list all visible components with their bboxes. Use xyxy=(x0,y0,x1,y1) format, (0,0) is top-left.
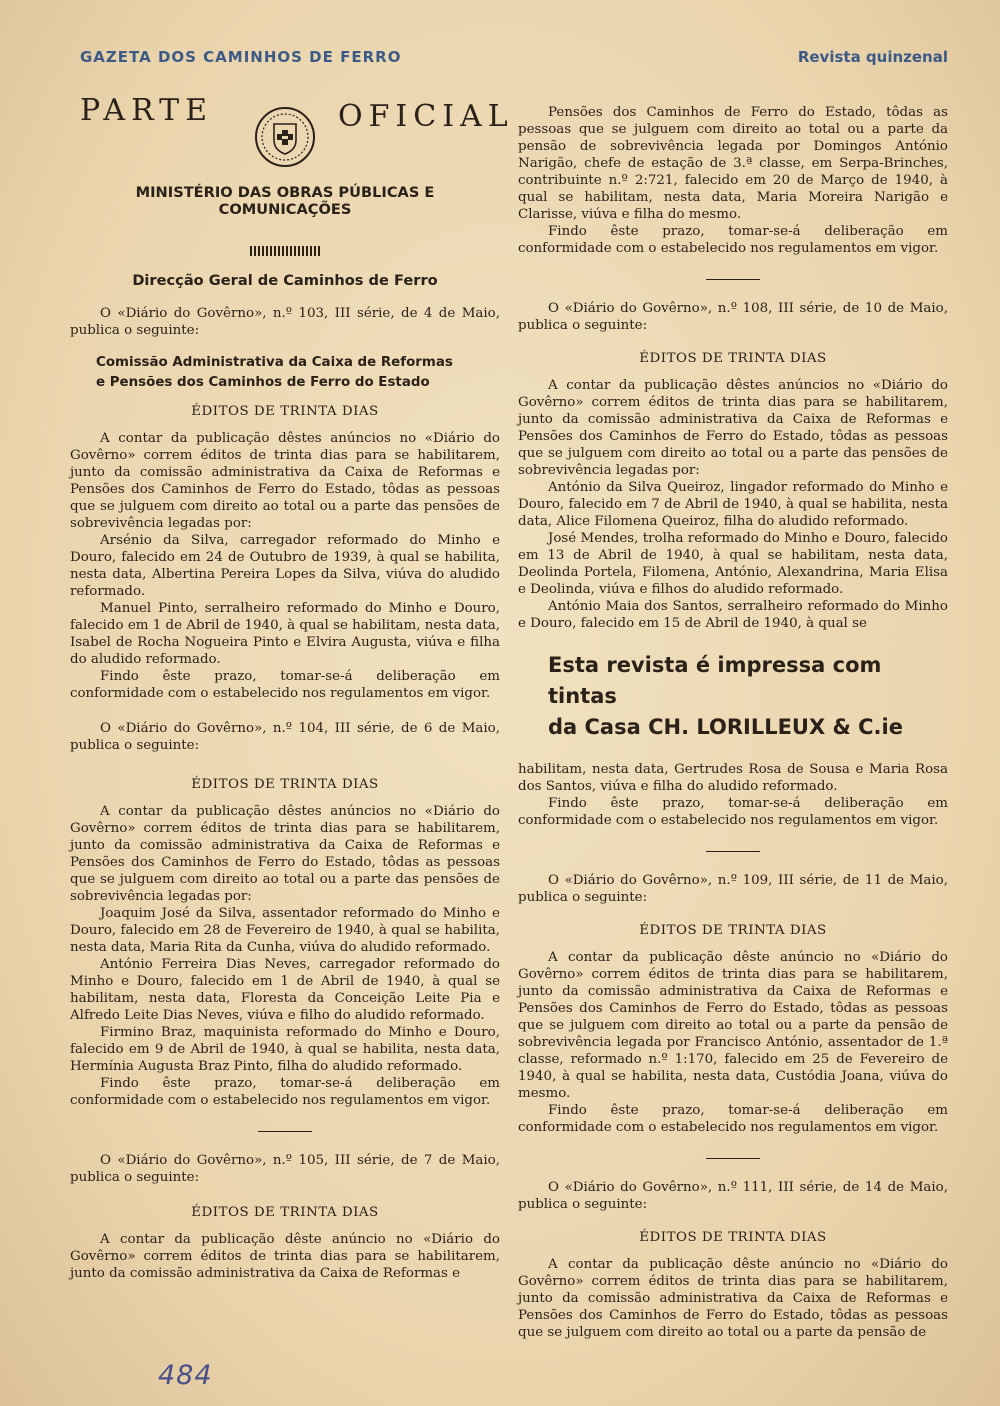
notice-paragraph: A contar da publicação dêste anúncio no «Diário do Govêrno» correm éditos de trinta dias para se habilitarem, junto da comissão administrativa da Caixa de Reformas e xyxy=(70,1232,500,1281)
notice-paragraph: A contar da publicação dêstes anúncios no «Diário do Govêrno» correm éditos de trinta dias para se habilitarem, junto da comissão administrativa da Caixa de Reformas e Pensões dos Caminhos de Ferro do Estado, tôdas as pessoas que se julguem com direito ao total ou a parte das pensões de sobrevivência legadas por: xyxy=(70,804,500,904)
notice-paragraph: Pensões dos Caminhos de Ferro do Estado, tôdas as pessoas que se julguem com direito ao total ou a parte da pensão de sobrevivência legada por Domingos António Narigão, chefe de estação de 3.ª classe, em Serpa-Brinches, contribuinte n.º 2:721, falecido em 20 de Março de 1940, à qual se habilitam, nesta data, Maria Moreira Narigão e Clarisse, viúva e filha do mesmo. xyxy=(518,105,948,222)
notice-paragraph: A contar da publicação dêste anúncio no «Diário do Govêrno» correm éditos de trinta dias para se habilitarem, junto da comissão administrativa da Caixa de Reformas e Pensões dos Caminhos de Ferro do Estado, tôdas as pessoas que se julguem com direito ao total ou a parte da pensão de sobrevivência legada por Francisco António, assentador de 1.ª classe, reformado n.º 1:170, falecido em 25 de Fevereiro de 1940, à qual se habilita, nesta data, Custódia Joana, viúva do mesmo. xyxy=(518,950,948,1101)
notice-paragraph: António Ferreira Dias Neves, carregador reformado do Minho e Douro, falecido em 1 de Abril de 1940, à qual se habilitam, nesta data, Floresta da Conceição Leite Pia e Alfredo Leite Dias Neves, viúva e filho do aludido reformado. xyxy=(70,957,500,1023)
notice-paragraph: Findo êste prazo, tomar-se-á deliberação em conformidade com o estabelecido nos regulamentos em vigor. xyxy=(518,224,948,256)
notice-paragraph: José Mendes, trolha reformado do Minho e Douro, falecido em 13 de Abril de 1940, à qual se habilitam, nesta data, Deolinda Portela, Filomena, António, Alexandrina, Maria Elisa e Deolinda, viúva e filhos do aludido reformado. xyxy=(518,531,948,597)
notice-paragraph: Joaquim José da Silva, assentador reformado do Minho e Douro, falecido em 28 de Fevereiro de 1940, à qual se habilita, nesta data, Maria Rita da Cunha, viúva do aludido reformado. xyxy=(70,906,500,955)
ad-line: da Casa CH. LORILLEUX & C.ie xyxy=(548,715,903,739)
section-divider xyxy=(706,1158,760,1159)
editos-heading: ÉDITOS DE TRINTA DIAS xyxy=(639,351,827,366)
notice-intro: O «Diário do Govêrno», n.º 105, III série, de 7 de Maio, publica o seguinte: xyxy=(70,1153,500,1185)
notice-paragraph: habilitam, nesta data, Gertrudes Rosa de Sousa e Maria Rosa dos Santos, viúva e filha do aludido reformado. xyxy=(518,762,948,794)
commission-heading xyxy=(96,353,500,393)
section-divider xyxy=(258,1131,312,1132)
editos-heading: ÉDITOS DE TRINTA DIAS xyxy=(191,404,379,419)
commission-line: e Pensões dos Caminhos de Ferro do Estado xyxy=(96,375,430,390)
notice-paragraph: Firmino Braz, maquinista reformado do Minho e Douro, falecido em 9 de Abril de 1940, à qual se habilita, nesta data, Hermínia Augusta Braz Pinto, filha do aludido reformado. xyxy=(70,1025,500,1074)
notice-paragraph: Findo êste prazo, tomar-se-á deliberação em conformidade com o estabelecido nos regulamentos em vigor. xyxy=(70,1076,500,1108)
notice-paragraph: Arsénio da Silva, carregador reformado do Minho e Douro, falecido em 24 de Outubro de 1939, à qual se habilita, nesta data, Albertina Pereira Lopes da Silva, viúva do aludido reformado. xyxy=(70,533,500,599)
notice-paragraph: A contar da publicação dêstes anúncios no «Diário do Govêrno» correm éditos de trinta dias para se habilitarem, junto da comissão administrativa da Caixa de Reformas e Pensões dos Caminhos de Ferro do Estado, tôdas as pessoas que se julguem com direito ao total ou a parte das pensões de sobrevivência legadas por: xyxy=(518,378,948,478)
commission-line: Comissão Administrativa da Caixa de Reformas xyxy=(96,355,453,370)
page-number: 484 xyxy=(158,1360,213,1391)
directorate-heading: Direcção Geral de Caminhos de Ferro xyxy=(132,272,438,289)
coat-of-arms-icon xyxy=(254,106,316,168)
ministry-heading: MINISTÉRIO DAS OBRAS PÚBLICAS E COMUNICAÇÕES xyxy=(135,184,435,218)
editos-heading: ÉDITOS DE TRINTA DIAS xyxy=(191,777,379,792)
notice-paragraph: A contar da publicação dêstes anúncios no «Diário do Govêrno» correm éditos de trinta dias para se habilitarem, junto da comissão administrativa da Caixa de Reformas e Pensões dos Caminhos de Ferro do Estado, tôdas as pessoas que se julguem com direito ao total ou a parte das pensões de sobrevivência legadas por: xyxy=(70,431,500,531)
editos-heading: ÉDITOS DE TRINTA DIAS xyxy=(639,923,827,938)
ornament-divider xyxy=(250,246,320,256)
publication-title: GAZETA DOS CAMINHOS DE FERRO xyxy=(80,48,402,66)
notice-intro: O «Diário do Govêrno», n.º 109, III série, de 11 de Maio, publica o seguinte: xyxy=(518,873,948,905)
notice-paragraph: A contar da publicação dêste anúncio no «Diário do Govêrno» correm éditos de trinta dias para se habilitarem, junto da comissão administrativa da Caixa de Reformas e Pensões dos Caminhos de Ferro do Estado, tôdas as pessoas que se julguem com direito ao total ou a parte da pensão de xyxy=(518,1257,948,1340)
notice-paragraph: Findo êste prazo, tomar-se-á deliberação em conformidade com o estabelecido nos regulamentos em vigor. xyxy=(518,1103,948,1135)
notice-paragraph: Manuel Pinto, serralheiro reformado do Minho e Douro, falecido em 1 de Abril de 1940, à qual se habilitam, nesta data, Isabel de Rocha Nogueira Pinto e Elvira Augusta, viúva e filha do aludido reformado. xyxy=(70,601,500,667)
notice-intro: O «Diário do Govêrno», n.º 103, III série, de 4 de Maio, publica o seguinte: xyxy=(70,306,500,338)
notice-intro: O «Diário do Govêrno», n.º 108, III série, de 10 de Maio, publica o seguinte: xyxy=(518,301,948,333)
left-column xyxy=(70,93,514,1282)
title-word-oficial: OFICIAL xyxy=(338,99,514,134)
lorilleux-advertisement xyxy=(548,650,948,743)
notice-intro: O «Diário do Govêrno», n.º 111, III série, de 14 de Maio, publica o seguinte: xyxy=(518,1180,948,1212)
parte-oficial-title xyxy=(70,93,514,184)
title-word-parte: PARTE xyxy=(80,93,214,128)
notice-intro: O «Diário do Govêrno», n.º 104, III série, de 6 de Maio, publica o seguinte: xyxy=(70,721,500,753)
editos-heading: ÉDITOS DE TRINTA DIAS xyxy=(191,1205,379,1220)
editos-heading: ÉDITOS DE TRINTA DIAS xyxy=(639,1230,827,1245)
right-column xyxy=(518,104,948,1341)
section-divider xyxy=(706,851,760,852)
section-divider xyxy=(706,279,760,280)
publication-frequency: Revista quinzenal xyxy=(797,48,948,66)
ad-line: Esta revista é impressa com tintas xyxy=(548,653,882,708)
notice-paragraph: António Maia dos Santos, serralheiro reformado do Minho e Douro, falecido em 15 de Abril de 1940, à qual se xyxy=(518,599,948,631)
notice-paragraph: Findo êste prazo, tomar-se-á deliberação em conformidade com o estabelecido nos regulamentos em vigor. xyxy=(518,796,948,828)
notice-paragraph: Findo êste prazo, tomar-se-á deliberação em conformidade com o estabelecido nos regulamentos em vigor. xyxy=(70,669,500,701)
notice-paragraph: António da Silva Queiroz, lingador reformado do Minho e Douro, falecido em 7 de Abril de 1940, à qual se habilita, nesta data, Alice Filomena Queiroz, filha do aludido reformado. xyxy=(518,480,948,529)
